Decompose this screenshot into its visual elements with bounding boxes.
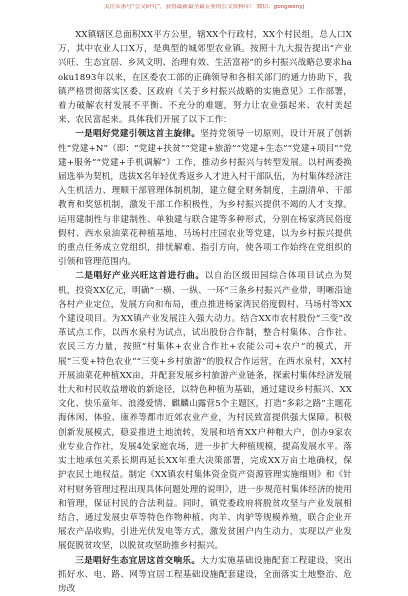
paragraph-lead: 一是唱好党建引领这首主旋律。 (75, 129, 201, 140)
document-body (58, 28, 352, 596)
paragraph-text: 大力实施基础设施配套工程建设，突出抓好水、电、路、网等宜居工程基础设施配套建设，全面落实土地整治、危房改 (58, 555, 352, 594)
paragraph-intro (58, 28, 352, 127)
paragraph-text: 以自治区级田园综合体项目试点为契机，投资XX亿元，明确“一横、一纵、一环”三条乡村振兴产业带，明晰沿途各村产业定位，发展方向和布局，重点推进杨家湾民俗度假村、马场村等XX个建设项目。为XX镇产业发展注入强大动力。结合XX市农村股份“三变”改革试点工作，以西水泉村为试点，试出股份合作制，整合村集体、合作社、农民三方力量，按照“村集体+农业合作社+农能公司+农户”的模式，开展“三变+特色农业”“三变+乡村旅游”的股权合作运营，在西水泉村，XX村开展油菜花种植XX亩，并配套发展乡村旅游产业链条，探索村集体经济发展壮大和村民收益增收的新途径，以特色种植为基础，通过建设乡村振兴、XX文化、快乐童年、浪漫爱情、麒麟山露营5个主题区，打造“多彩之路”主题花海休闲、体验、康养等都市近郊农业产业，为村民致富提供强大保障。积极创新发展模式，稳妥推进土地流转，发展和培育XX户种粮大户，创办9家农业专业合作社，发展4处家庭农场，进一步扩大种植规模，提高发展水平。落实土地承包关系长期再延长XX年重大决策部署，完成XX万亩土地确权，保护农民土地权益。制定《XX镇农村集体资金资产资源管理实施细则》和《针对村财务管理过程出现具体问题处理的说明》，进一步规范村集体经济的使用和管理，保证村民的合法利益。同时，镇党委政府将脱贫攻坚与产业发展相结合，通过发展虫草等特色作物种植、肉羊、肉驴等规模养殖，联合企业开展农产品收购，引进光伏发电等方式，激发贫困户内生动力，实现以产业发展促脱贫攻坚，以脱贫攻坚助推乡村振兴。 (58, 271, 352, 552)
paragraph-text: 坚持党领导一切原则，设计开展了创新性“党建+N”（即：“党建+扶贫”“党建+旅游”“党建+生态”“党建+项目”“党建+服务”“党建+手机调解”）工作，推动乡村振兴与转型发展。以村两委换届选举为契机，选拔X名年轻优秀返乡人才进入村干部队伍，为村集体经济注入生机活力、理顺干部管理体制机制，建立健全财务制度，主副清单、干部教育和奖惩机制，激发干部工作积极性，为乡村振兴提供不竭的人才支撑。运用建制性与非建制性、单独建与联合建等多种形式，分别在杨家湾民俗度假村、西水泉油菜花种植基地、马场村庄园农业等党建，以为乡村振兴提供的重点任务成立党组织，排忧解难、指引方向，使各项工作始终在党组织的引领和管理范围内。 (58, 129, 352, 268)
paragraph-ecology (58, 554, 352, 596)
paragraph-lead: 三是唱好生态宜居这首交响乐。 (75, 555, 201, 566)
paragraph-lead: 二是唱好产业兴旺这首进行曲。 (75, 271, 205, 282)
paragraph-industry (58, 269, 352, 553)
paragraph-text: XX镇辖区总面积XX平方公里，辖XX个行政村，XX个村民组，总人口X万，其中农业人口X万，是典型的城郊型农业镇。按照十九大报告提出“产业兴旺、生态宜居、乡风文明、治理有效、生活富裕”的乡村振兴战略总要求haoku1893年以来，在区委农工部的正确领导和各相关部门的通力协助下，我镇严格贯彻落实区委、区政府《关于乡村振兴战略的实施意见》工作部署，着力破解农村发展不平衡、不充分的难题，努力让农业强起来、农村美起来、农民富起来。具体我们开展了以下工作： (58, 30, 352, 126)
header-banner: 关注头条号“公文研究”，获得最新最全最专业的公文资料库！ 微信：gongwenyj (103, 4, 305, 10)
paragraph-party-building (58, 127, 352, 269)
